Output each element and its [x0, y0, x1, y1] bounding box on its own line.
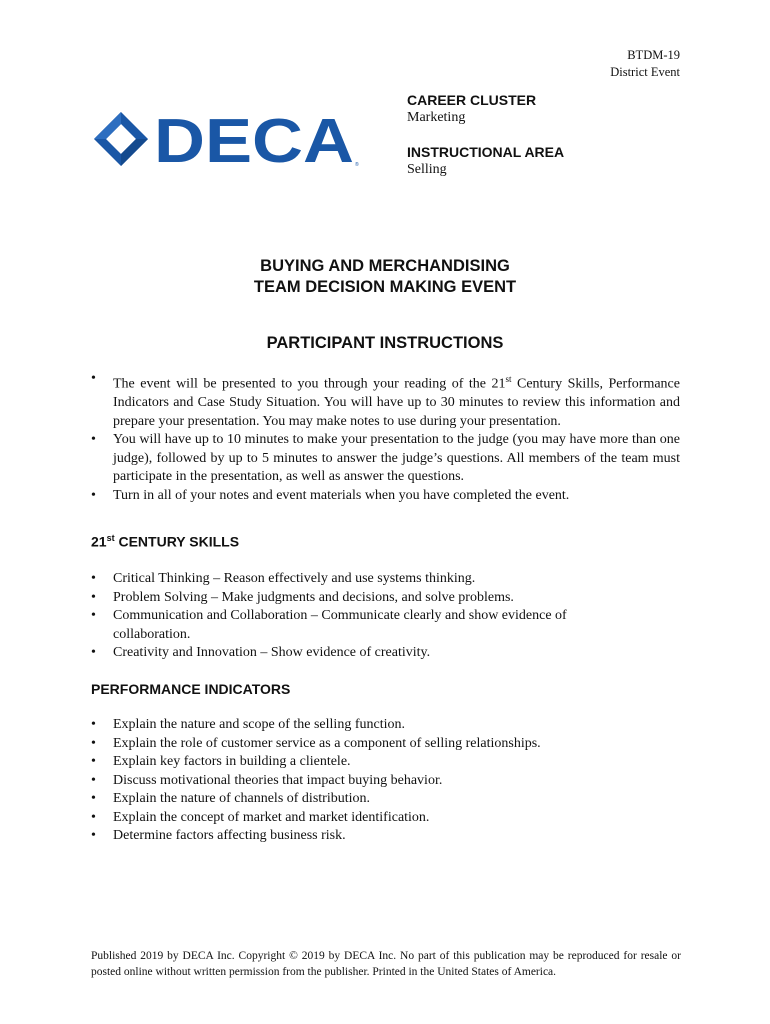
bullet-icon: •	[91, 809, 96, 825]
bullet-icon: •	[91, 735, 96, 751]
career-cluster-value: Marketing	[407, 110, 466, 125]
instructional-area-value: Selling	[407, 162, 447, 177]
performance-indicators-heading: PERFORMANCE INDICATORS	[91, 681, 291, 697]
bullet-icon: •	[91, 571, 96, 586]
list-item: • The event will be presented to you through your reading of the 21st Century Skills, Performance Indicators and Case Study Situation. You will have up to 30 minutes to review this information and prepare your presentation. You may make notes to use during your presentation.	[91, 371, 680, 429]
svg-text:®: ®	[355, 162, 359, 168]
bullet-icon: •	[91, 432, 96, 448]
list-item: • Critical Thinking – Reason effectively and use systems thinking.	[91, 570, 680, 589]
skills-list	[91, 570, 680, 663]
deca-diamond-icon	[92, 110, 362, 168]
list-item: • Determine factors affecting business risk.	[91, 827, 680, 846]
event-title	[0, 256, 770, 298]
instructional-area-label: INSTRUCTIONAL AREA	[407, 144, 565, 160]
list-item: • Explain the concept of market and market identification.	[91, 809, 680, 828]
list-item: • Creativity and Innovation – Show evidence of creativity.	[91, 644, 680, 663]
bullet-icon: •	[91, 589, 96, 605]
list-item: • Explain key factors in building a clientele.	[91, 753, 680, 772]
participant-instructions	[91, 370, 680, 505]
list-item: • Discuss motivational theories that impact buying behavior.	[91, 772, 680, 791]
list-item: • Explain the role of customer service as a component of selling relationships.	[91, 735, 680, 754]
list-item: • Turn in all of your notes and event materials when you have completed the event.	[91, 487, 680, 506]
deca-logo	[92, 110, 362, 168]
career-cluster-label: CAREER CLUSTER	[407, 92, 537, 108]
event-title-line1: BUYING AND MERCHANDISING	[260, 257, 510, 275]
document-code: BTDM-19	[627, 48, 680, 62]
event-title-line2: TEAM DECISION MAKING EVENT	[253, 278, 517, 296]
participant-instructions-heading: PARTICIPANT INSTRUCTIONS	[266, 334, 504, 352]
skills-heading: 21st CENTURY SKILLS	[91, 533, 240, 550]
bullet-icon: •	[91, 645, 96, 660]
bullet-icon: •	[91, 772, 96, 788]
event-meta	[407, 92, 564, 178]
deca-wordmark: DECA	[154, 110, 354, 168]
list-item: • Explain the nature of channels of distribution.	[91, 790, 680, 809]
copyright-footer: Published 2019 by DECA Inc. Copyright © 2019 by DECA Inc. No part of this publication may be reproduced for resale or posted online without written permission from the publisher. Printed in the United States of America.	[91, 950, 681, 978]
bullet-icon: •	[91, 487, 96, 503]
bullet-icon: •	[91, 371, 96, 386]
event-level: District Event	[610, 65, 680, 79]
list-item: • Communication and Collaboration – Communicate clearly and show evidence of collaboration.	[91, 608, 567, 642]
performance-indicators-list	[91, 716, 680, 846]
list-item: • Problem Solving – Make judgments and decisions, and solve problems.	[91, 589, 680, 608]
list-item: • Explain the nature and scope of the selling function.	[91, 716, 680, 735]
bullet-icon: •	[91, 754, 96, 769]
bullet-icon: •	[91, 608, 96, 623]
bullet-icon: •	[91, 791, 96, 806]
bullet-icon: •	[91, 717, 96, 732]
document-code-block	[610, 47, 680, 81]
list-item: • You will have up to 10 minutes to make your presentation to the judge (you may have more than one judge), followed by up to 5 minutes to answer the judge’s questions. All members of the team must participate in the presentation, as well as answer the questions.	[91, 432, 680, 485]
bullet-icon: •	[91, 828, 96, 843]
